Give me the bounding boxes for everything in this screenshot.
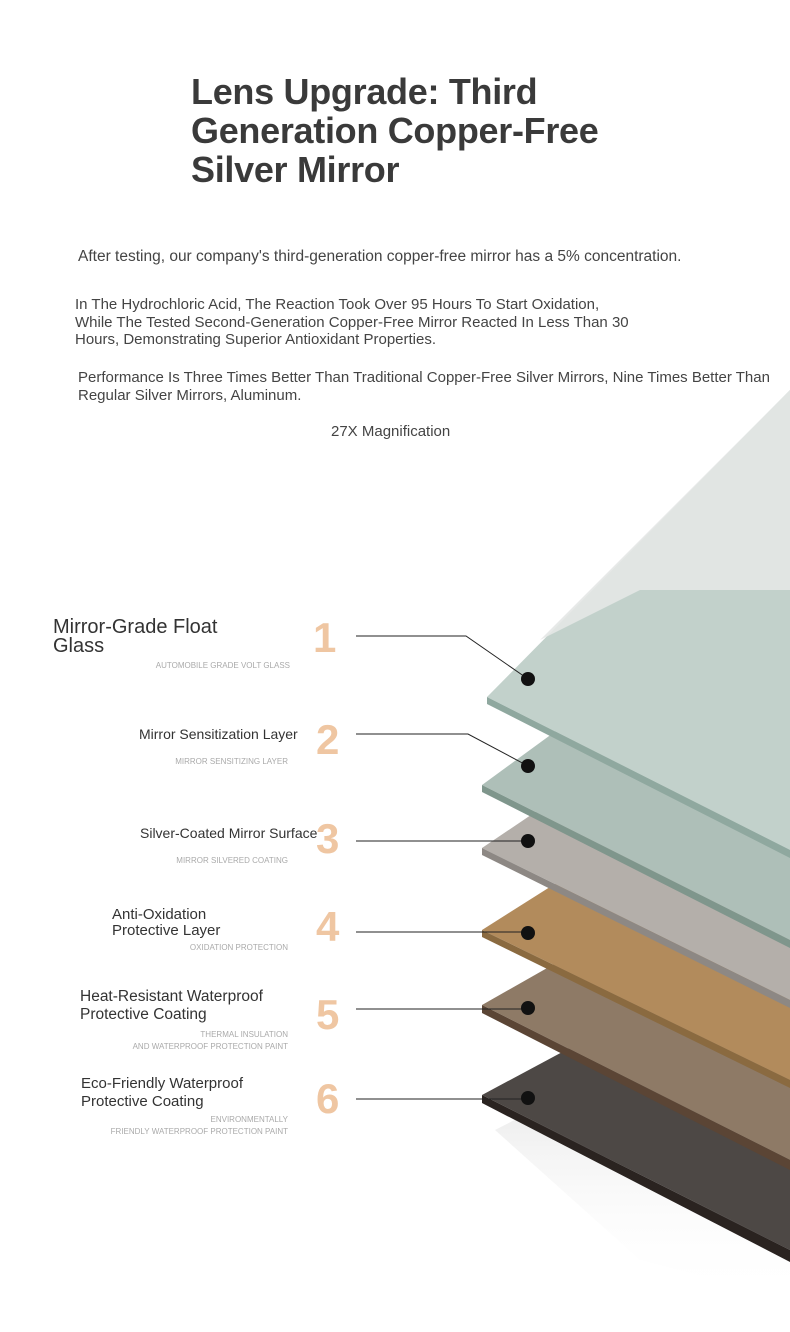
layer-3-subtitle: MIRROR SILVERED COATING	[176, 856, 288, 865]
layer-1-title: Mirror-Grade Float Glass	[53, 616, 218, 657]
layer-6-subtitle: ENVIRONMENTALLY	[210, 1115, 288, 1124]
layer-6-number: 6	[316, 1075, 340, 1122]
paragraph-reaction: In The Hydrochloric Acid, The Reaction Took Over 95 Hours To Start Oxidation, While The Tested Second-Generation Copper-Free Mirror Reacted In Less Than 30 Hours, Demonstrating Superior Antioxidant Properties.	[75, 296, 629, 348]
layer-6-subtitle-2: FRIENDLY WATERPROOF PROTECTION PAINT	[110, 1127, 288, 1136]
layer-4-number: 4	[316, 903, 340, 950]
marker-dot-6	[521, 1091, 535, 1105]
magnification-label: 27X Magnification	[331, 423, 451, 440]
marker-dot-1	[521, 672, 535, 686]
marker-dot-3	[521, 834, 535, 848]
layer-5-title: Heat-Resistant Waterproof Protective Coating	[80, 988, 263, 1023]
layer-2-subtitle: MIRROR SENSITIZING LAYER	[175, 757, 288, 766]
layer-1-subtitle: AUTOMOBILE GRADE VOLT GLASS	[155, 661, 290, 670]
layer-4-title: Anti-Oxidation Protective Layer	[112, 906, 221, 939]
layer-2-title: Mirror Sensitization Layer	[139, 726, 298, 742]
layer-3-number: 3	[316, 815, 340, 862]
layer-5-number: 5	[316, 991, 340, 1038]
layer-5-subtitle-2: AND WATERPROOF PROTECTION PAINT	[132, 1042, 288, 1051]
layer-5-subtitle: THERMAL INSULATION	[200, 1030, 288, 1039]
intro-text: After testing, our company's third-generation copper-free mirror has a 5% concentration.	[78, 248, 682, 265]
layer-6-title: Eco-Friendly Waterproof Protective Coating	[81, 1075, 243, 1110]
layer-4-subtitle: OXIDATION PROTECTION	[189, 943, 288, 952]
marker-dot-5	[521, 1001, 535, 1015]
marker-dot-2	[521, 759, 535, 773]
layer-3-title: Silver-Coated Mirror Surface	[140, 825, 318, 841]
marker-dot-4	[521, 926, 535, 940]
paragraph-performance: Performance Is Three Times Better Than Traditional Copper-Free Silver Mirrors, Nine Times Better Than Regular Silver Mirrors, Aluminum.	[78, 369, 770, 404]
layer-2-number: 2	[316, 716, 340, 763]
page-title: Lens Upgrade: Third Generation Copper-Free Silver Mirror	[191, 71, 599, 190]
layer-1-number: 1	[313, 614, 337, 661]
